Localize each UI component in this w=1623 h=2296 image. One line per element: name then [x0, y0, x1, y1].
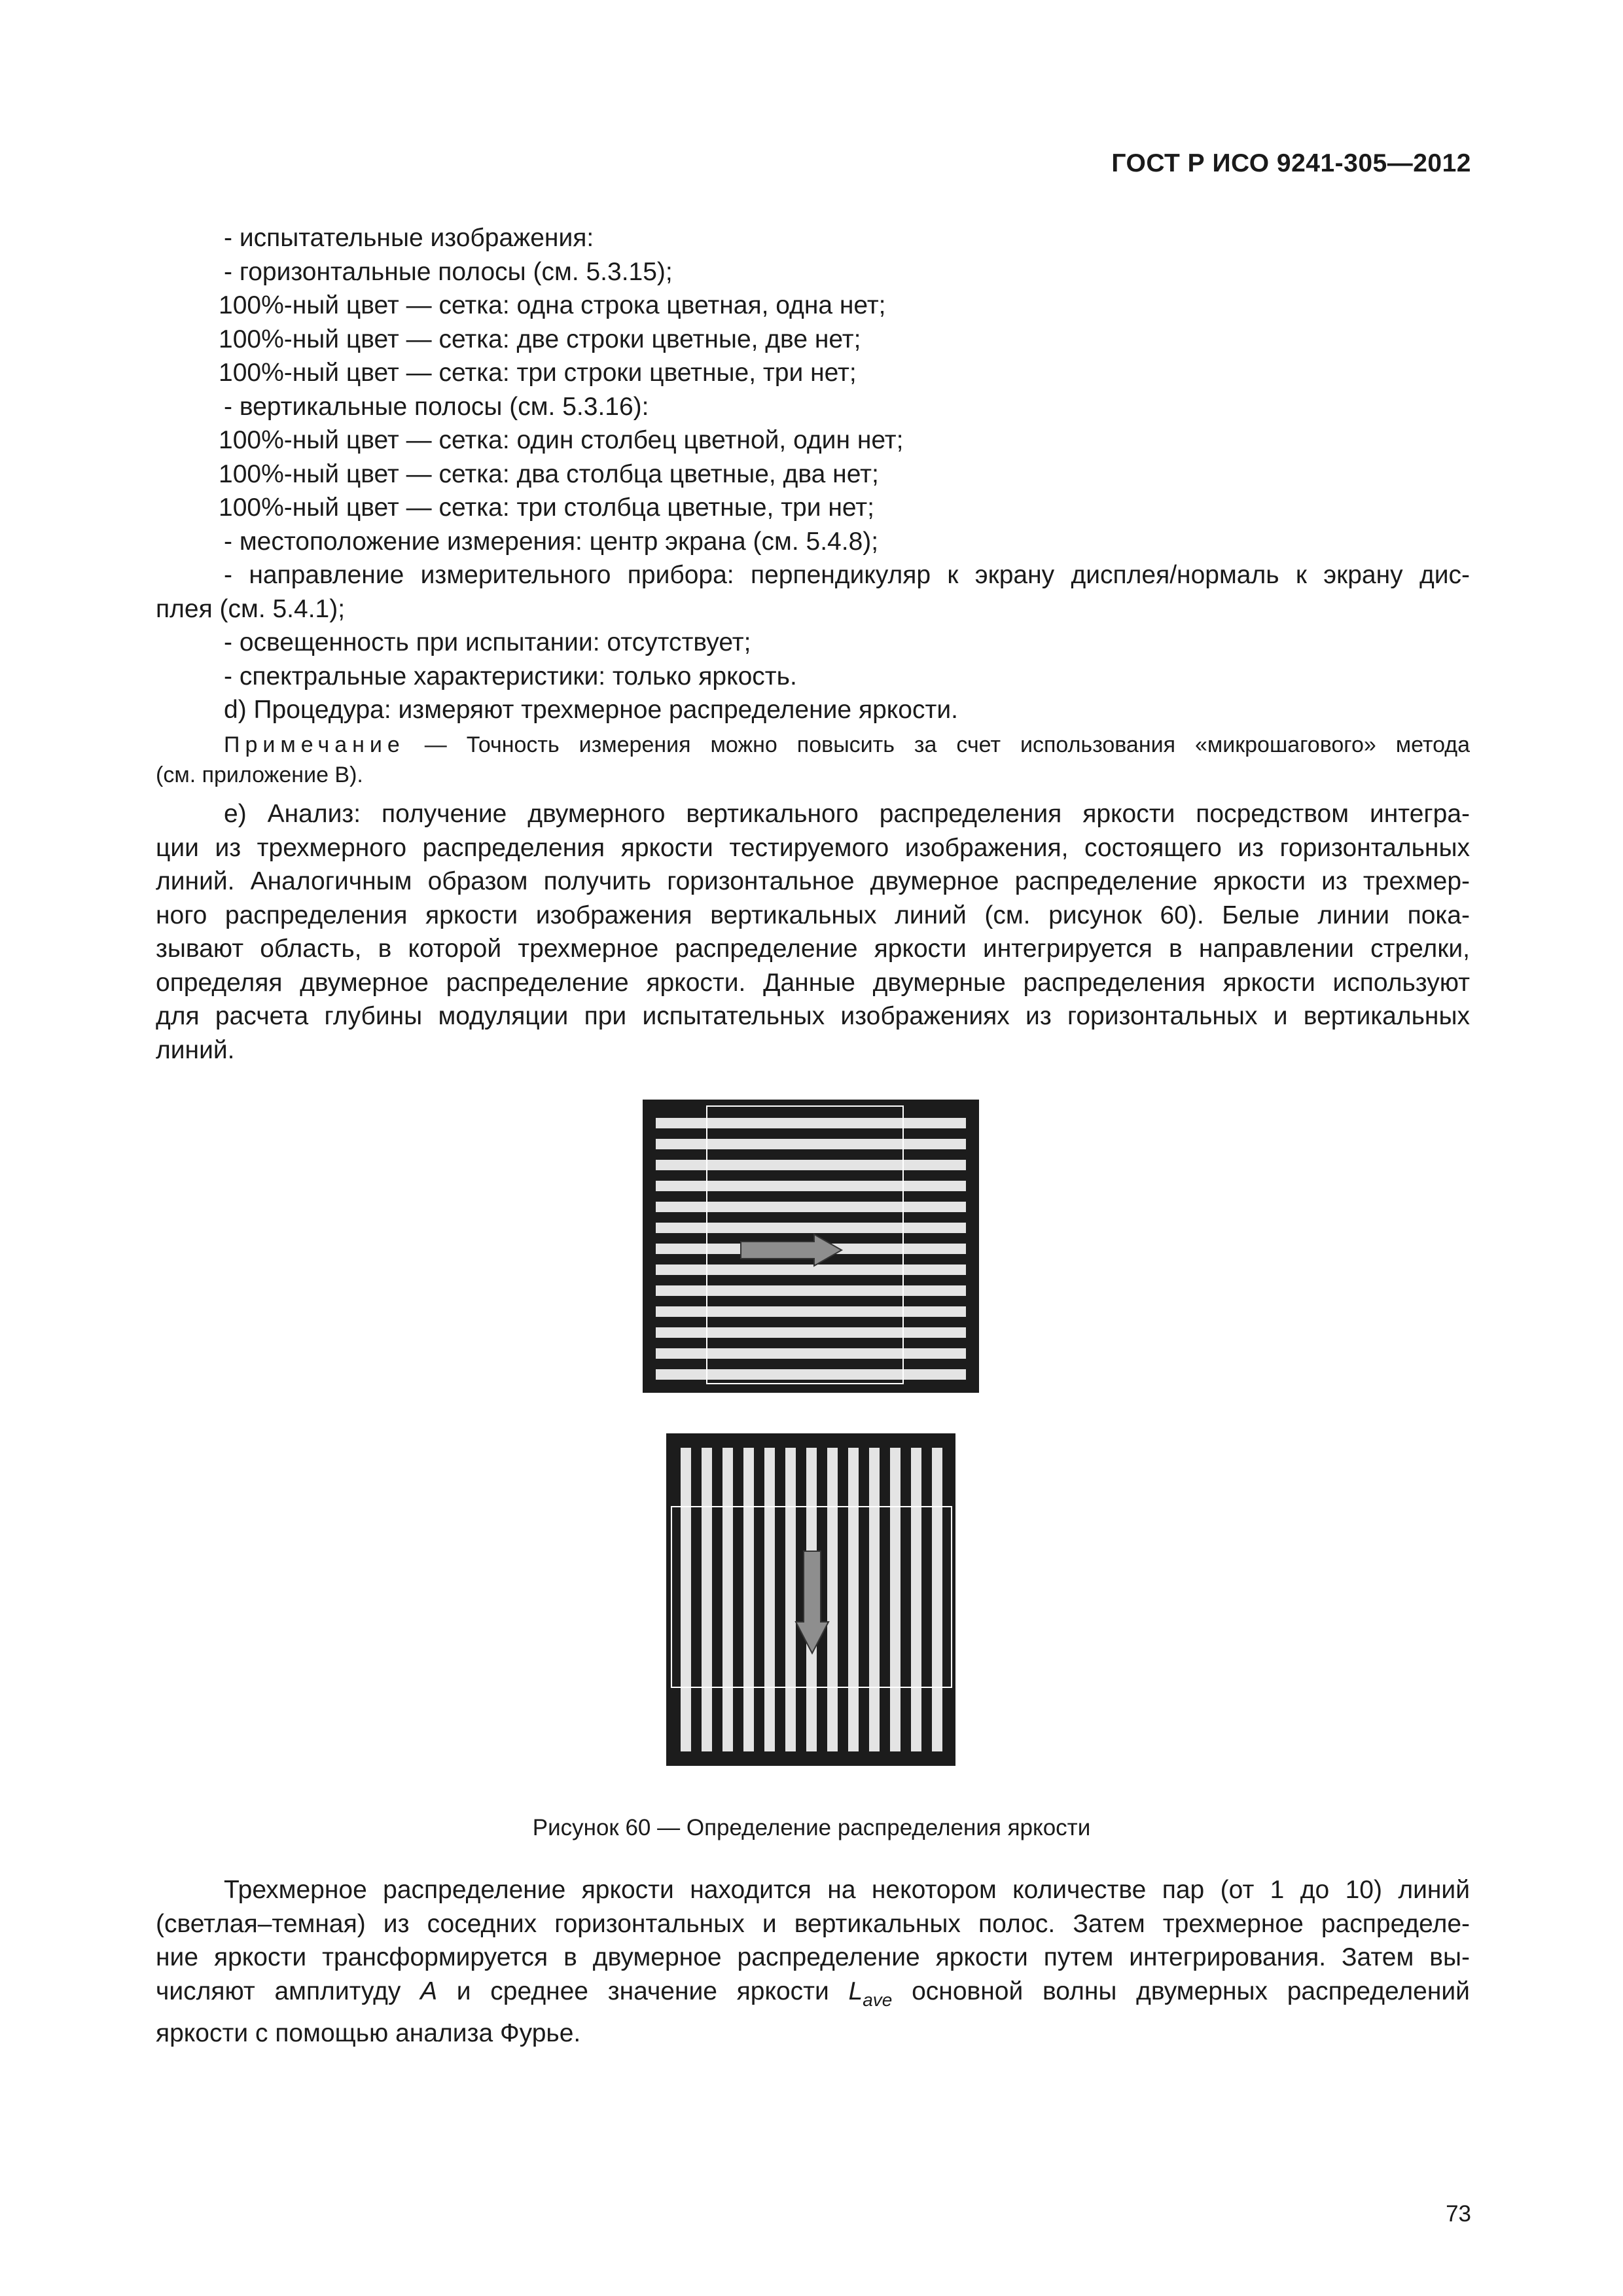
paragraph-line — [156, 1975, 1470, 2017]
text-fragment: и среднее значение яркости — [437, 1977, 849, 2005]
list-item: плея (см. 5.4.1); — [156, 594, 346, 623]
note-line — [156, 730, 1470, 760]
list-item: - местоположение измерения: центр экрана (см. 5.4.8); — [224, 527, 879, 556]
test-conditions-list — [156, 221, 1470, 727]
page-number: 73 — [1446, 2201, 1471, 2227]
paragraph-line: для расчета глубины модуляции при испытательных изображениях из горизонтальных и вертикальных — [156, 1002, 1470, 1030]
list-item: - освещенность при испытании: отсутствует; — [224, 628, 751, 656]
paragraph-line: линий. Аналогичным образом получить горизонтальное двумерное распределение яркости из трехмер- — [156, 867, 1470, 895]
list-item: - испытательные изображения: — [224, 224, 594, 252]
note-label: Примечание — [224, 732, 405, 757]
list-item: d) Процедура: измеряют трехмерное распределение яркости. — [224, 696, 958, 724]
paragraph-line: е) Анализ: получение двумерного вертикального распределения яркости посредством интегра- — [224, 800, 1470, 828]
figure-caption: Рисунок 60 — Определение распределения яркости — [532, 1815, 1091, 1840]
paragraph-line: определяя двумерное распределение яркости. Данные двумерные распределения яркости используют — [156, 968, 1470, 997]
standard-code-header: ГОСТ Р ИСО 9241-305—2012 — [1111, 149, 1471, 177]
note-block — [156, 730, 1470, 790]
text-fragment: числяют амплитуду — [156, 1977, 421, 2005]
analysis-paragraph — [156, 797, 1470, 1067]
paragraph-line: Трехмерное распределение яркости находится на некотором количестве пар (от 1 до 10) линий — [224, 1876, 1470, 1904]
list-item: 100%-ный цвет — сетка: три столбца цветные, три нет; — [219, 493, 875, 522]
list-item: - спектральные характеристики: только яркость. — [224, 662, 797, 691]
paragraph-line: ного распределения яркости изображения вертикальных линий (см. рисунок 60). Белые линии пока- — [156, 901, 1470, 929]
fourier-paragraph — [156, 1873, 1470, 2051]
vertical-stripes-figure — [666, 1433, 955, 1766]
variable-subscript: ave — [863, 1989, 893, 2010]
variable-amplitude: A — [420, 1977, 438, 2005]
list-item: 100%-ный цвет — сетка: две строки цветные, две нет; — [219, 325, 861, 353]
list-item: 100%-ный цвет — сетка: три строки цветные, три нет; — [219, 359, 857, 387]
horizontal-stripes-figure — [643, 1100, 979, 1393]
list-item: 100%-ный цвет — сетка: одна строка цветная, одна нет; — [219, 291, 886, 319]
list-item: - направление измерительного прибора: перпендикуляр к экрану дисплея/нормаль к экрану дис- — [224, 561, 1470, 589]
variable-luminance: L — [848, 1977, 863, 2005]
paragraph-line: яркости с помощью анализа Фурье. — [156, 2019, 581, 2047]
paragraph-line: ние яркости трансформируется в двумерное распределение яркости путем интегрирования. Затем вы- — [156, 1943, 1470, 1971]
paragraph-line: (светлая–темная) из соседних горизонтальных и вертикальных полос. Затем трехмерное распределе- — [156, 1909, 1470, 1938]
list-item: 100%-ный цвет — сетка: два столбца цветные, два нет; — [219, 459, 879, 488]
paragraph-line: зывают область, в которой трехмерное распределение яркости интегрируется в направлении стрелки, — [156, 935, 1470, 963]
list-item: 100%-ный цвет — сетка: один столбец цветной, один нет; — [219, 426, 904, 454]
text-fragment: основной волны двумерных распределений — [892, 1977, 1470, 2005]
paragraph-line: линий. — [156, 1035, 235, 1064]
note-line: (см. приложение В). — [156, 762, 363, 787]
note-text: — Точность измерения можно повысить за счет использования «микрошагового» метода — [404, 732, 1470, 757]
paragraph-line: ции из трехмерного распределения яркости тестируемого изображения, состоящего из горизонтальных — [156, 833, 1470, 862]
list-item: - горизонтальные полосы (см. 5.3.15); — [224, 257, 673, 286]
list-item: - вертикальные полосы (см. 5.3.16): — [224, 392, 649, 421]
